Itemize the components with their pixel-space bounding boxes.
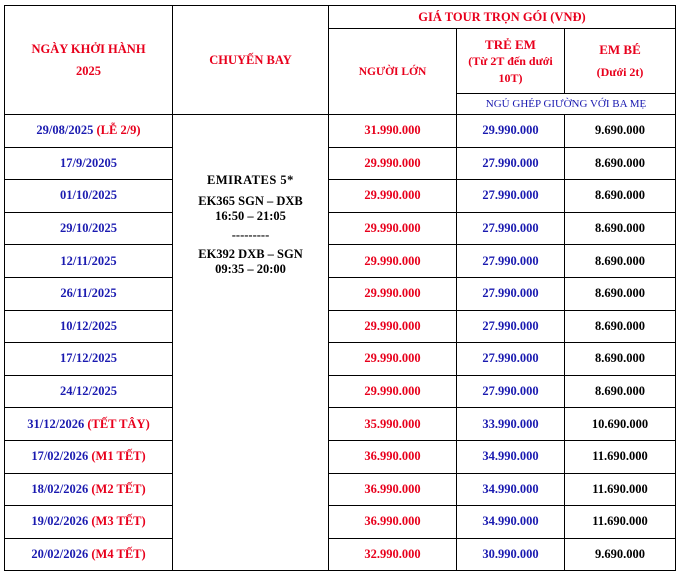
child-price: 27.990.000 [457, 310, 565, 343]
return-route: EK392 DXB – SGN [198, 247, 303, 261]
departure-date: 26/11/2025 [60, 286, 117, 301]
infant-price: 8.690.000 [565, 375, 676, 408]
adult-price: 31.990.000 [329, 115, 457, 148]
adult-price: 29.990.000 [329, 180, 457, 213]
adult-price: 36.990.000 [329, 473, 457, 506]
child-price: 34.990.000 [457, 506, 565, 539]
departure-date-cell [5, 538, 173, 571]
child-price: 34.990.000 [457, 440, 565, 473]
infant-price: 8.690.000 [565, 245, 676, 278]
airline-name: EMIRATES 5* [207, 173, 294, 187]
table-row [5, 440, 676, 473]
table-row [5, 115, 676, 148]
table-row [5, 180, 676, 213]
child-price: 27.990.000 [457, 245, 565, 278]
header-price-group: GIÁ TOUR TRỌN GÓI (VNĐ) [329, 6, 676, 29]
departure-date-cell [5, 473, 173, 506]
departure-date-cell [5, 408, 173, 441]
adult-price: 32.990.000 [329, 538, 457, 571]
departure-date: 17/12/2025 [60, 351, 117, 366]
departure-date-cell [5, 506, 173, 539]
departure-date-cell [5, 147, 173, 180]
departure-date: 18/02/2026 [31, 481, 89, 496]
holiday-note: (LỄ 2/9) [93, 123, 141, 138]
child-price: 27.990.000 [457, 180, 565, 213]
adult-price: 29.990.000 [329, 277, 457, 310]
header-departure-date-label: NGÀY KHỞI HÀNH [31, 42, 146, 56]
header-adult: NGƯỜI LỚN [329, 29, 457, 115]
header-flight: CHUYẾN BAY [173, 6, 329, 115]
table-row [5, 147, 676, 180]
table-row [5, 343, 676, 376]
departure-date: 29/10/2025 [60, 221, 117, 236]
table-row [5, 245, 676, 278]
flight-info-cell [173, 115, 329, 571]
header-infant-note: (Dưới 2t) [596, 65, 644, 79]
infant-price: 11.690.000 [565, 506, 676, 539]
header-child [457, 29, 565, 94]
adult-price: 29.990.000 [329, 343, 457, 376]
table-row [5, 473, 676, 506]
holiday-note: (M4 TẾT) [88, 547, 146, 562]
infant-price: 8.690.000 [565, 147, 676, 180]
table-row [5, 408, 676, 441]
child-price: 27.990.000 [457, 343, 565, 376]
holiday-note: (M2 TẾT) [88, 481, 146, 496]
departure-date-cell [5, 115, 173, 148]
table-row [5, 310, 676, 343]
adult-price: 29.990.000 [329, 310, 457, 343]
departure-date: 01/10/2025 [60, 188, 117, 203]
departure-date-cell [5, 343, 173, 376]
child-price: 30.990.000 [457, 538, 565, 571]
child-price: 33.990.000 [457, 408, 565, 441]
adult-price: 36.990.000 [329, 506, 457, 539]
outbound-route: EK365 SGN – DXB [198, 194, 303, 208]
adult-price: 29.990.000 [329, 147, 457, 180]
infant-price: 11.690.000 [565, 440, 676, 473]
departure-date: 17/9/20205 [60, 155, 117, 170]
holiday-note: (M1 TẾT) [88, 449, 146, 464]
infant-price: 8.690.000 [565, 212, 676, 245]
table-row [5, 375, 676, 408]
child-price: 27.990.000 [457, 277, 565, 310]
header-child-note: (Từ 2T đến dưới 10T) [468, 53, 553, 85]
departure-date: 20/02/2026 [31, 547, 89, 562]
child-price: 27.990.000 [457, 375, 565, 408]
adult-price: 36.990.000 [329, 440, 457, 473]
table-row [5, 212, 676, 245]
header-sharing-note: NGỦ GHÉP GIƯỜNG VỚI BA MẸ [457, 94, 676, 115]
infant-price: 9.690.000 [565, 538, 676, 571]
adult-price: 29.990.000 [329, 375, 457, 408]
child-price: 27.990.000 [457, 147, 565, 180]
infant-price: 11.690.000 [565, 473, 676, 506]
header-child-title: TRẺ EM [485, 36, 536, 52]
departure-date: 12/11/2025 [60, 253, 117, 268]
departure-date-cell [5, 245, 173, 278]
header-departure-date [5, 6, 173, 115]
infant-price: 9.690.000 [565, 115, 676, 148]
header-infant-title: EM BÉ [599, 42, 641, 57]
holiday-note: (TẾT TÂY) [84, 416, 150, 431]
outbound-time: 16:50 – 21:05 [215, 209, 286, 223]
departure-date-cell [5, 180, 173, 213]
table-row [5, 506, 676, 539]
departure-date: 10/12/2025 [60, 318, 117, 333]
child-price: 27.990.000 [457, 212, 565, 245]
infant-price: 8.690.000 [565, 180, 676, 213]
departure-date: 19/02/2026 [31, 514, 89, 529]
infant-price: 8.690.000 [565, 343, 676, 376]
table-row [5, 538, 676, 571]
holiday-note: (M3 TẾT) [88, 514, 146, 529]
departure-date: 29/08/2025 [36, 123, 94, 138]
table-row [5, 277, 676, 310]
departure-date-cell [5, 440, 173, 473]
infant-price: 8.690.000 [565, 310, 676, 343]
adult-price: 29.990.000 [329, 245, 457, 278]
infant-price: 8.690.000 [565, 277, 676, 310]
return-time: 09:35 – 20:00 [215, 262, 286, 276]
departure-date: 31/12/2026 [27, 416, 85, 431]
adult-price: 29.990.000 [329, 212, 457, 245]
departure-date-cell [5, 310, 173, 343]
header-departure-year: 2025 [76, 64, 101, 78]
departure-date-cell [5, 375, 173, 408]
infant-price: 10.690.000 [565, 408, 676, 441]
child-price: 29.990.000 [457, 115, 565, 148]
flight-separator: --------- [231, 228, 270, 242]
departure-date: 24/12/2025 [60, 384, 117, 399]
header-infant [565, 29, 676, 94]
departure-date-cell [5, 277, 173, 310]
tour-price-table [4, 5, 676, 571]
child-price: 34.990.000 [457, 473, 565, 506]
departure-date-cell [5, 212, 173, 245]
adult-price: 35.990.000 [329, 408, 457, 441]
departure-date: 17/02/2026 [31, 449, 89, 464]
